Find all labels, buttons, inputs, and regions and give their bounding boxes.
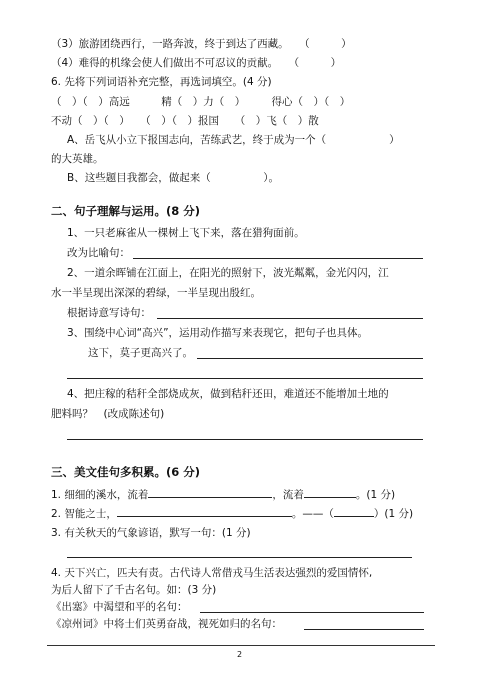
q2-answer-field[interactable] <box>157 306 423 319</box>
p2-line <box>51 506 413 521</box>
p2-blank-1[interactable] <box>117 506 292 517</box>
p4-text-cont: 为后人留下了千古名句。如：(3 分) <box>51 584 217 596</box>
p3-answer-field[interactable] <box>67 545 412 558</box>
footer-divider <box>47 645 435 646</box>
question-6-title: 6. 先将下列词语补充完整，再选词填空。(4 分) <box>51 76 272 88</box>
q3-text: 3、围绕中心词“高兴”，运用动作描写来表现它，把句子也具体。 <box>67 327 369 339</box>
p1-blank-2[interactable] <box>304 487 356 498</box>
q1-text: 1、一只老麻雀从一棵树上飞下来，落在猎狗面前。 <box>67 227 305 239</box>
item-4-text: （4）难得的机缘会使人们做出不可忍议的贡献。 （ ） <box>51 57 342 69</box>
q4-text: 4、把庄稼的秸秆全部烧成灰，做到秸秆还田，难道还不能增加土地的 <box>67 388 389 400</box>
idiom-row-1: （ ）（ ）高远 精（ ）力（ ） 得心（ ）（ ） <box>51 96 351 108</box>
section-2-heading: 二、句子理解与运用。(8 分) <box>51 204 201 218</box>
idiom-row-2: 不动（ ）（ ） （ ）（ ）报国 （ ）飞（ ）散 <box>51 115 319 127</box>
p2-part-a: 2. 智能之士， <box>51 508 117 520</box>
fill-sentence-b: B、这些题目我都会，做起来（ ）。 <box>67 172 279 184</box>
fill-sentence-a-cont: 的大英雄。 <box>51 153 104 165</box>
section-3-heading: 三、美文佳句多积累。(6 分) <box>51 465 201 479</box>
q3-prompt: 这下，莫子更高兴了。 <box>88 347 193 359</box>
p1-part-a: 1. 细细的溪水，流着 <box>51 489 149 501</box>
p4-text: 4. 天下兴亡，匹夫有责。古代诗人常借戎马生活表达强烈的爱国情怀, <box>51 567 373 579</box>
q2-text-cont: 水一半呈现出深深的碧绿，一半呈现出殷红。 <box>51 287 261 299</box>
p4-prompt-2: 《凉州词》中将士们英勇奋战，视死如归的名句： <box>51 618 282 630</box>
p1-blank-1[interactable] <box>148 487 272 498</box>
q3-answer-field-2[interactable] <box>67 366 423 379</box>
p2-part-b: 。——（ <box>291 508 334 520</box>
p2-blank-2[interactable] <box>334 506 374 517</box>
q4-answer-field[interactable] <box>67 427 423 440</box>
p1-part-b: ，流着 <box>272 489 304 501</box>
item-3-text: （3）旅游团绕西行，一路奔波，终于到达了西藏。 （ ） <box>51 38 352 50</box>
q1-prompt: 改为比喻句： <box>67 247 130 259</box>
q2-prompt: 根据诗意写诗句： <box>67 307 151 319</box>
p2-part-c: ）(1 分) <box>373 508 414 520</box>
q2-text: 2、一道余晖铺在江面上，在阳光的照射下，波光粼粼，金光闪闪，江 <box>67 267 389 279</box>
fill-sentence-a: A、岳飞从小立下报国志向，苦练武艺，终于成为一个（ ） <box>67 134 400 146</box>
p1-part-c: 。(1 分) <box>355 489 396 501</box>
p1-line <box>51 487 395 502</box>
q3-answer-field-1[interactable] <box>197 346 423 359</box>
q4-text-cont: 肥料吗？ (改成陈述句) <box>51 408 165 420</box>
p4-prompt-1: 《出塞》中渴望和平的名句： <box>51 601 188 613</box>
p4-answer-field-2[interactable] <box>304 617 424 630</box>
p3-text: 3. 有关秋天的气象谚语，默写一句：(1 分) <box>51 527 251 539</box>
q1-answer-field[interactable] <box>133 246 423 259</box>
p4-answer-field-1[interactable] <box>200 600 424 613</box>
page-number: 2 <box>237 650 243 659</box>
